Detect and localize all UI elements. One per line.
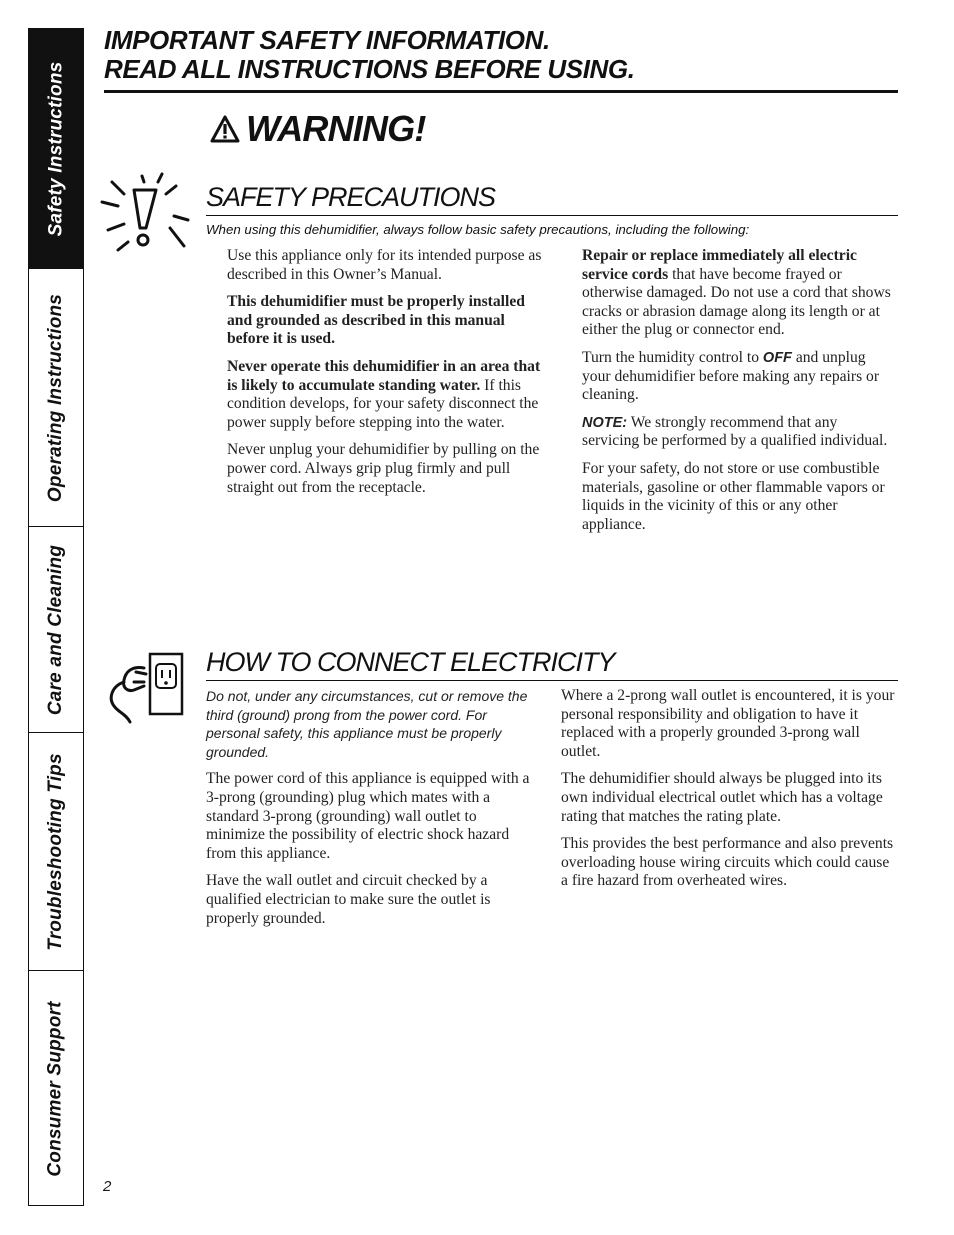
safety-precautions-title: SAFETY PRECAUTIONS <box>206 182 898 216</box>
bold-text: Repair or replace immediately all electric service cords <box>582 247 857 283</box>
paragraph: Where a 2-prong wall outlet is encountered, it is your personal responsibility and obligation to have it replaced with a properly grounded 3-prong wall outlet. <box>561 687 895 760</box>
paragraph: Have the wall outlet and circuit checked by a qualified electrician to make sure the outlet is properly grounded. <box>206 872 491 927</box>
exclamation-burst-icon <box>98 172 196 262</box>
paragraph: Do not, under any circumstances, cut or remove the third (ground) prong from the power cord. For personal safety, this appliance must be properly grounded. <box>206 688 528 760</box>
tab-troubleshooting-tips[interactable] <box>29 733 83 971</box>
page-header <box>104 26 898 93</box>
paragraph: This provides the best performance and also prevents overloading house wiring circuits which could cause a fire hazard from overheated wires. <box>561 835 894 890</box>
paragraph: Use this appliance only for its intended purpose as described in this Owner’s Manual. <box>227 247 542 283</box>
paragraph: Never unplug your dehumidifier by pulling on the power cord. Always grip plug firmly and pull straight out from the receptacle. <box>227 441 540 496</box>
text: and unplug your dehumidifier before making any repairs or cleaning. <box>582 348 880 404</box>
connect-electricity-title: HOW TO CONNECT ELECTRICITY <box>206 647 898 681</box>
tab-label: Care and Cleaning <box>45 544 66 715</box>
tab-label: Operating Instructions <box>45 293 67 502</box>
warning-heading <box>210 108 426 150</box>
plug-outlet-icon <box>104 648 192 726</box>
tab-label: Safety Instructions <box>45 61 66 236</box>
paragraph: The power cord of this appliance is equipped with a 3-prong (grounding) plug which mates with a standard 3-prong (grounding) wall outlet to minimize the possibility of electric shock hazard from this appliance. <box>206 770 530 862</box>
header-line-2: READ ALL INSTRUCTIONS BEFORE USING. <box>104 54 635 84</box>
paragraph: For your safety, do not store or use combustible materials, gasoline or other flammable vapors or liquids in the vicinity of this or any other appliance. <box>582 459 885 533</box>
paragraph <box>582 349 892 405</box>
text: Turn the humidity control to <box>582 348 763 366</box>
warning-triangle-icon <box>210 115 240 143</box>
page-number: 2 <box>103 1178 112 1195</box>
header-line-1: IMPORTANT SAFETY INFORMATION. <box>104 25 550 55</box>
tab-operating-instructions[interactable] <box>29 269 83 527</box>
safety-precautions-intro: When using this dehumidifier, always follow basic safety precautions, including the following: <box>206 222 750 237</box>
electricity-right-column <box>561 687 895 900</box>
paragraph <box>582 247 892 340</box>
off-label: OFF <box>762 349 792 366</box>
tab-consumer-support[interactable] <box>29 971 83 1207</box>
bold-text: Never operate this dehumidifier in an area that is likely to accumulate standing water. <box>227 357 541 394</box>
text: that have become frayed or otherwise damaged. Do not use a cord that shows cracks or abrasion damage along its length or at either the plug or connector end. <box>582 265 891 339</box>
text: We strongly recommend that any servicing be performed by a qualified individual. <box>582 413 888 450</box>
paragraph: The dehumidifier should always be plugged into its own individual electrical outlet which has a voltage rating that matches the rating plate. <box>561 770 883 825</box>
text: If this condition develops, for your safety disconnect the power supply before stepping into the water. <box>227 376 539 431</box>
note-label: NOTE: <box>582 414 628 431</box>
tab-label: Troubleshooting Tips <box>45 752 66 951</box>
tab-label: Consumer Support <box>45 1001 67 1177</box>
tab-safety-instructions[interactable] <box>29 29 83 269</box>
safety-left-column <box>227 247 547 506</box>
paragraph <box>227 358 547 432</box>
tab-care-and-cleaning[interactable] <box>29 527 83 733</box>
section-tabs-sidebar <box>28 28 84 1206</box>
paragraph <box>582 414 892 451</box>
electricity-left-column <box>206 687 536 937</box>
paragraph: This dehumidifier must be properly installed and grounded as described in this manual before it is used. <box>227 293 525 348</box>
safety-right-column <box>582 247 892 543</box>
warning-label: WARNING! <box>246 108 426 149</box>
